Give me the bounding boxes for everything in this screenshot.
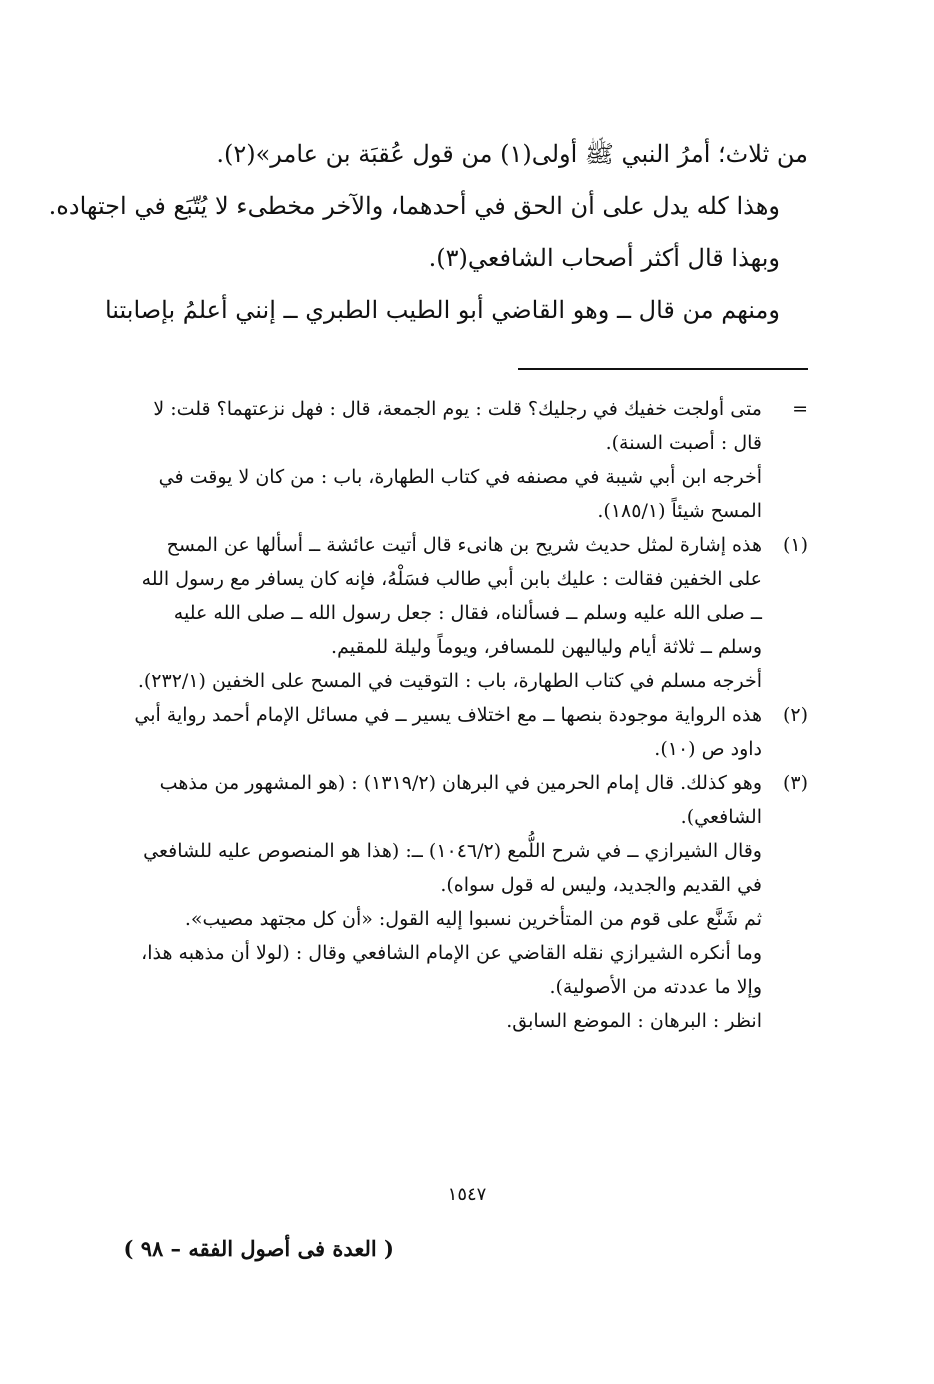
footnote-3 xyxy=(132,766,808,1038)
footnote-text: أخرجه ابن أبي شيبة في مصنفه في كتاب الطهارة، باب : من كان لا يوقت في المسح شيئاً (١٨٥/١). xyxy=(158,466,762,522)
footnote-1 xyxy=(132,528,808,698)
main-text-line: وبهذا قال أكثر أصحاب الشافعي(٣). xyxy=(428,244,780,272)
main-text-line: وهذا كله يدل على أن الحق في أحدهما، والآخر مخطىء لا يُتّبَع في اجتهاده. xyxy=(48,192,780,220)
main-text xyxy=(48,128,808,336)
footnote-text: هذه إشارة لمثل حديث شريح بن هانىء قال أتيت عائشة ــ أسألها عن المسح على الخفين فقالت : عليك بابن أبي طالب فسَلْهُ، فإنه كان يسافر مع رسول الله ــ صلى الله عليه وسلم ــ فسألناه، فقال : جعل رسول الله ــ صلى الله عليه وسلم ــ ثلاثة أيام ولياليهن للمسافر، ويوماً وليلة للمقيم. xyxy=(141,534,762,658)
footnote-mark: (٣) xyxy=(782,772,808,794)
footnote-separator xyxy=(518,368,808,370)
main-text-line: من ثلاث؛ أمرُ النبي ﷺ أولى(١) من قول عُقبَة بن عامر»(٢). xyxy=(216,140,808,168)
footnote-text: ثم شَنَّع على قوم من المتأخرين نسبوا إليه القول: «أن كل مجتهد مصيب». xyxy=(184,908,762,930)
footnote-mark: (١) xyxy=(782,534,808,556)
main-text-line: ومنهم من قال ــ وهو القاضي أبو الطيب الطبري ــ إنني أعلمُ بإصابتنا xyxy=(104,296,780,324)
footnote-mark: (٢) xyxy=(782,704,808,726)
footnote-text: انظر : البرهان : الموضع السابق. xyxy=(506,1010,762,1032)
footnote-continuation xyxy=(132,392,808,528)
footnote-2 xyxy=(132,698,808,766)
footnotes xyxy=(132,392,808,1038)
footnote-text: وما أنكره الشيرازي نقله القاضي عن الإمام الشافعي وقال : (لولا أن مذهبه هذا، وإلا ما عددته من الأصولية). xyxy=(141,942,762,998)
footnote-text: هذه الرواية موجودة بنصها ــ مع اختلاف يسير ــ في مسائل الإمام أحمد رواية أبي داود ص (١٠). xyxy=(134,704,762,760)
footnote-text: وقال الشيرازي ــ في شرح اللُّمع (١٠٤٦/٢) ــ: (هذا هو المنصوص عليه للشافعي في القديم والجديد، وليس له قول سواه). xyxy=(143,840,762,896)
footnote-text: متى أولجت خفيك في رجليك؟ قلت : يوم الجمعة، قال : فهل نزعتهما؟ قلت: لا قال : أصبت السنة). xyxy=(153,398,762,454)
footnote-text: وهو كذلك. قال إمام الحرمين في البرهان (١٣١٩/٢) : (هو المشهور من مذهب الشافعي). xyxy=(159,772,762,828)
book-signature-footer: ( العدة فى أصول الفقه – ٩٨ ) xyxy=(123,1236,394,1261)
footnote-mark: = xyxy=(792,398,808,420)
page-number: ١٥٤٧ xyxy=(447,1184,487,1205)
footnote-text: أخرجه مسلم في كتاب الطهارة، باب : التوقيت في المسح على الخفين (٢٣٢/١). xyxy=(137,670,762,692)
